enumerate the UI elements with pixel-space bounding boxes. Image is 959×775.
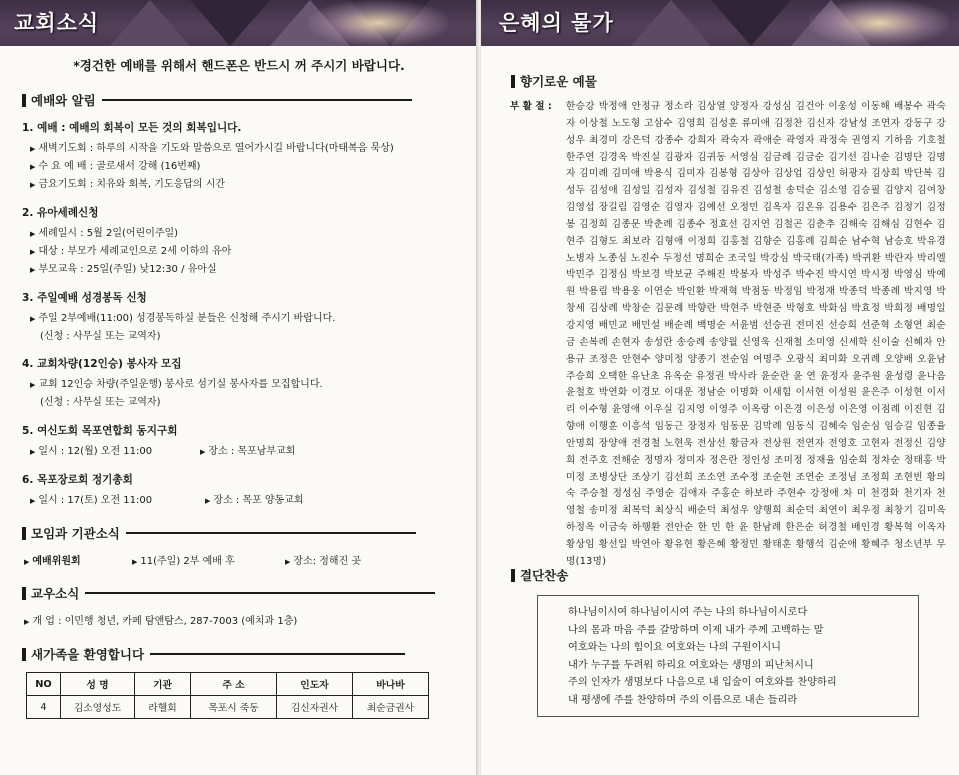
section-bar-icon: [511, 569, 515, 582]
bullet-triangle-icon: ▶: [30, 315, 36, 323]
item-5-title: 5. 여신도회 목포연합회 동지구회: [22, 425, 178, 437]
group-line-1c: ▶ 장소: 정해진 곳: [285, 556, 362, 567]
section-rule: [126, 532, 416, 534]
bullet-triangle-icon: ▶: [30, 145, 36, 153]
bullet-triangle-icon: ▶: [200, 448, 206, 456]
item-3-line-2: (신청 : 사무실 또는 교역자): [40, 331, 161, 342]
item-5-line-1a: ▶ 일시 : 12(월) 오전 11:00: [30, 446, 153, 457]
bullet-triangle-icon: ▶: [30, 497, 36, 505]
section-bar-icon: [22, 648, 26, 661]
section-song-header: [511, 566, 568, 584]
right-banner-title: 은혜의 물가: [499, 11, 614, 35]
section-members-title: 교우소식: [31, 586, 80, 601]
member-line-1: ▶ 개 업 : 이민행 청년, 카페 탐앤탐스, 287-7003 (예치과 1층): [24, 616, 298, 627]
table-header-row: [27, 673, 429, 696]
right-banner: [481, 0, 959, 46]
lyric-line: 주의 인자가 생명보다 나음으로 내 입술이 여호와를 찬양하리: [568, 677, 837, 689]
offering-label: 부 활 절 :: [510, 101, 552, 112]
section-newfam-title: 새가족을 환영합니다: [31, 647, 145, 662]
item-6-line-1a: ▶ 일시 : 17(토) 오전 11:00: [30, 495, 153, 506]
item-1-line-1: ▶ 새벽기도회 : 하루의 시작을 기도와 말씀으로 열어가시길 바랍니다(마태복음 묵상): [30, 143, 394, 154]
item-2-line-3: ▶ 부모교육 : 25일(주일) 낮12:30 / 유아실: [30, 264, 217, 275]
item-6-title: 6. 목포장로회 정기총회: [22, 474, 133, 486]
table-header-cell: 성 명: [61, 673, 135, 696]
lyric-line: 여호와는 나의 힘이요 여호와는 나의 구원이시니: [568, 642, 782, 654]
table-cell: 최순금권사: [353, 696, 429, 719]
table-cell: 목포시 죽동: [191, 696, 277, 719]
item-1-line-3: ▶ 금요기도회 : 치유와 회복, 기도응답의 시간: [30, 179, 226, 190]
item-2-line-1: ▶ 세례일시 : 5월 2일(어린이주일): [30, 228, 179, 239]
table-cell: 김소영성도: [61, 696, 135, 719]
table-header-cell: 주 소: [191, 673, 277, 696]
section-worship-header: [22, 91, 412, 109]
candle-glow: [308, 0, 448, 46]
item-1-line-2: ▶ 수 요 예 배 : 골로새서 강해 (16번째): [30, 161, 201, 172]
item-6-line-1b: ▶ 장소 : 목포 양동교회: [205, 495, 304, 506]
section-members-header: [22, 584, 435, 602]
table-header-cell: 기관: [135, 673, 191, 696]
left-banner: [0, 0, 478, 46]
item-1-title: 1. 예배 : 예배의 회복이 모든 것의 회복입니다.: [22, 122, 242, 134]
bullet-triangle-icon: ▶: [24, 618, 30, 626]
bullet-triangle-icon: ▶: [30, 381, 36, 389]
item-4-line-2: (신청 : 사무실 또는 교역자): [40, 397, 161, 408]
group-line-1b: ▶ 11(주일) 2부 예배 후: [132, 556, 235, 567]
section-bar-icon: [22, 527, 26, 540]
lyric-line: 내 평생에 주를 찬양하며 주의 이름으로 내손 들리라: [568, 694, 798, 706]
table-cell: 라헬회: [135, 696, 191, 719]
new-family-table: [26, 672, 429, 719]
bullet-triangle-icon: ▶: [30, 181, 36, 189]
bullet-triangle-icon: ▶: [285, 558, 291, 566]
phone-notice: *경건한 예배를 위해서 핸드폰은 반드시 꺼 주시기 바랍니다.: [73, 58, 405, 73]
section-rule: [102, 99, 412, 101]
item-2-title: 2. 유아세례신청: [22, 207, 99, 219]
table-row: [27, 696, 429, 719]
section-rule: [85, 592, 435, 594]
section-newfam-header: [22, 645, 405, 663]
item-3-line-1: ▶ 주일 2부예배(11:00) 성경봉독하실 분들은 신청해 주시기 바랍니다.: [30, 313, 336, 324]
bullet-triangle-icon: ▶: [205, 497, 211, 505]
section-groups-header: [22, 524, 416, 542]
section-offering-header: [511, 72, 597, 90]
lyrics-box: [537, 595, 919, 717]
table-cell: 4: [27, 696, 61, 719]
section-rule: [150, 653, 405, 655]
section-bar-icon: [22, 587, 26, 600]
item-4-line-1: ▶ 교회 12인승 차량(주일운행) 봉사로 섬기실 봉사자를 모집합니다.: [30, 379, 323, 390]
bullet-triangle-icon: ▶: [24, 558, 30, 566]
bullet-triangle-icon: ▶: [30, 266, 36, 274]
table-header-cell: 바나바: [353, 673, 429, 696]
item-4-title: 4. 교회차량(12인승) 봉사자 모집: [22, 358, 182, 370]
item-2-line-2: ▶ 대상 : 부모가 세례교인으로 2세 이하의 유아: [30, 246, 232, 257]
lyric-line: 하나님이시여 하나님이시여 주는 나의 하나님이시로다: [568, 607, 808, 618]
bullet-triangle-icon: ▶: [132, 558, 138, 566]
left-page: [0, 0, 478, 775]
item-3-title: 3. 주일예배 성경봉독 신청: [22, 292, 147, 304]
section-bar-icon: [22, 94, 26, 107]
bullet-triangle-icon: ▶: [30, 448, 36, 456]
section-bar-icon: [511, 75, 515, 88]
lyric-line: 나의 몸과 마음 주를 갈망하며 이제 내가 주께 고백하는 말: [568, 624, 824, 636]
left-banner-title: 교회소식: [14, 11, 100, 35]
section-worship-title: 예배와 알림: [31, 93, 96, 108]
section-song-title: 결단찬송: [520, 568, 569, 583]
candle-glow: [809, 0, 949, 46]
bullet-triangle-icon: ▶: [30, 230, 36, 238]
table-cell: 김신자권사: [277, 696, 353, 719]
table-header-cell: NO: [27, 673, 61, 696]
bullet-triangle-icon: ▶: [30, 163, 36, 171]
section-offering-title: 향기로운 예물: [520, 74, 597, 89]
offering-names: 한승강 박정애 안정규 정소라 김상열 양정자 강성심 김건아 이웅성 이동해 배봉수 곽숙자 이상철 노도형 고삼수 김영희 김성훈 류미애 김정찬 김신자 강남성 조연자 강동구 강성우 최경미 강은덕 강종수 강희자 곽숙자 곽애순 곽영자 곽정숙 권영지 기하음 기호철 한주연 김경옥 박진실 김광자 김귀동 서영심 김금례 김금순 김기선 김나순 김명단 김명자 김미례 김미애 박용식 김미자 김봉형 김상아 김상업 김상인 허광자 김상희 박단복 김성두 김성애 김성일 김성자 김성철 김유진 김성철 송덕순 김소영 김승필 김양지 김여창 김영섭 장길림 김영순 김영자 김예선 오정민 김옥자 김온유 김용수 김은주 김정기 김정봉 김정희 김종문 박춘례 김종수 정효선 김지연 김철곤 김춘추 김해숙 김해심 김현수 김현주 김형도 최보라 김형애 이정희 김홍철 김향순 김홍례 김희순 남수혁 남승호 박유경 노병자 노종심 노진수 두정선 명희순 조국일 박강심 박국태(가족) 박귀환 박란자 박리엘 박민주 김정심 박보경 박보균 주해진 박봉자 박성주 박수진 박시연 박시정 박영심 박예원 박용림 박용웅 이연순 박인환 박재혁 박점동 박정임 박정재 박종덕 박종례 박지영 박창세 김상례 박창순 김문례 박향란 박현주 박현준 박형호 박화심 박효정 박희정 배명일 강지영 배민교 배민설 배순례 백명순 서윤범 선승권 전미진 선승희 선준혁 소형연 최순금 손복례 손현자 송성란 송승례 송양월 신영욱 신재철 소미영 신세학 신이술 신혜자 안용규 조정은 안현수 양미정 양종기 전순임 여명주 오광식 최미화 오귀례 오양배 오윤남 주승희 오택한 유난초 유옥순 유정권 박사라 윤순란 윤 연 윤정자 윤주원 윤성령 윤나음 윤철호 박연화 이경모 이대운 정남순 이명화 이새힘 이서현 이성원 윤은주 이성현 이서리 이수형 윤영애 이우실 김지영 이영주 이옥랑 이은경 이은성 이은영 이점례 이진현 김향애 이행훈 이흥석 임동근 장정자 임동문 김막례 임동식 김혜숙 임순심 임승길 임종율 안명희 장양애 전경철 노현욱 전상선 황금자 전상원 전연자 전영호 고현자 전정신 김양희 전주호 전해순 정명자 정미자 정은란 정인성 조미정 정재율 임순희 정차순 정태홍 박미정 조병상단 조상기 김선희 조소연 조수정 조순현 조연순 조정님 조정희 조현빈 황의숙 주승철 정성심 주영순 김애자 주홍순 하보라 주현수 강정애 차 미 천경화 천기자 천영철 송미정 최복덕 최상식 배순덕 최성우 양행희 최순덕 최연이 최우정 최창기 김미옥 하정옥 이금숙 하행환 전안순 한 민 한 윤 한남례 한은순 허경철 배인경 황복혁 이옥자 황상임 황선일 박연아 황유현 황은혜 황정민 황태훈 황행석 김순애 황혜주 청소년부 무 명(13명): [566, 101, 946, 567]
item-5-line-1b: ▶ 장소 : 목포남부교회: [200, 446, 296, 457]
table-header-cell: 인도자: [277, 673, 353, 696]
group-line-1a: ▶ 예배위원회: [24, 556, 81, 567]
lyric-line: 내가 누구를 두려워 하리요 여호와는 생명의 피난처시니: [568, 659, 814, 671]
bullet-triangle-icon: ▶: [30, 248, 36, 256]
section-groups-title: 모임과 기관소식: [31, 526, 120, 541]
